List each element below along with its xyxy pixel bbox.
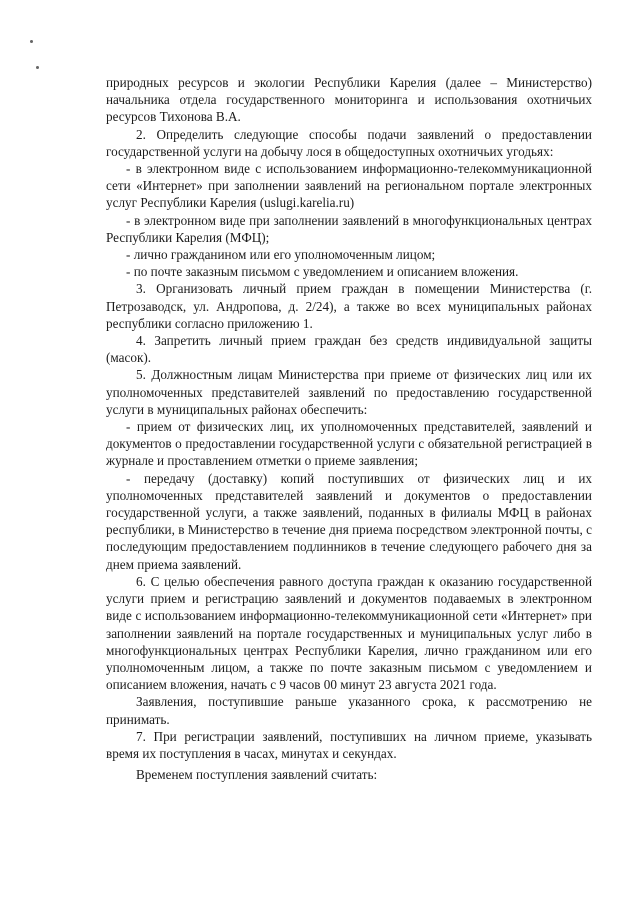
paragraph-3: 3. Организовать личный прием граждан в помещении Министерства (г. Петрозаводск, ул. Андропова, д. 2/24), а также во всех муниципальных районах республики согласно приложению 1. (106, 281, 592, 331)
bullet-electronic-portal: - в электронном виде с использованием информационно-телекоммуникационной сети «Интернет» при заполнении заявлений на региональном портале электронных услуг Республики Карелия (uslugi.karelia.ru) (106, 161, 592, 211)
paragraph-receipt-time: Временем поступления заявлений считать: (136, 767, 378, 783)
bullet-electronic-mfc: - в электронном виде при заполнении заявлений в многофункциональных центрах Республики Карелия (МФЦ); (106, 212, 592, 245)
paragraph-continuation: природных ресурсов и экологии Республики Карелия (далее – Министерство) начальника отдела государственного мониторинга и использования охотничьих ресурсов Тихонова В.А. (106, 75, 592, 125)
scan-artifact (36, 66, 39, 69)
paragraph-7: 7. При регистрации заявлений, поступивших на личном приеме, указывать время их поступления в часах, минутах и секундах. (106, 728, 592, 761)
paragraph-4: 4. Запретить личный прием граждан без средств индивидуальной защиты (масок). (106, 333, 592, 366)
bullet-by-mail: - по почте заказным письмом с уведомлением и описанием вложения. (126, 264, 519, 280)
scan-artifact (30, 40, 33, 43)
bullet-in-person: - лично гражданином или его уполномоченным лицом; (126, 247, 436, 263)
paragraph-5: 5. Должностным лицам Министерства при приеме от физических лиц или их уполномоченных представителей заявлений по предоставлению государственной услуги в муниципальных районах обеспечить: (106, 367, 592, 417)
paragraph-early-applications: Заявления, поступившие раньше указанного срока, к рассмотрению не принимать. (106, 694, 592, 727)
bullet-reception: - прием от физических лиц, их уполномоченных представителей, заявлений и документов о предоставлении государственной услуги с обязательной регистрацией в журнале и проставлением отметки о приеме заявления; (106, 419, 592, 469)
bullet-transfer: - передачу (доставку) копий поступивших от физических лиц и их уполномоченных представителей заявлений и документов о предоставлении государственной услуги, а также заявлений, поданных в филиалы МФЦ в районах республики, в Министерство в течение дня приема посредством электронной почты, с последующим предоставлением подлинников в течение следующего рабочего дня за днем приема заявлений. (106, 470, 592, 572)
document-body (106, 74, 592, 783)
paragraph-2: 2. Определить следующие способы подачи заявлений о предоставлении государственной услуги на добычу лося в общедоступных охотничьих угодьях: (106, 126, 592, 159)
paragraph-6: 6. С целью обеспечения равного доступа граждан к оказанию государственной услуги прием и регистрацию заявлений и документов подаваемых в электронном виде с использованием информационно-телекоммуникационной сети «Интернет» при заполнении заявлений на портале государственных и муниципальных услуг либо в многофункциональных центрах Республики Карелия, лично гражданином или его уполномоченным лицом, а также по почте заказным письмом с уведомлением и описанием вложения, начать с 9 часов 00 минут 23 августа 2021 года. (106, 573, 592, 693)
